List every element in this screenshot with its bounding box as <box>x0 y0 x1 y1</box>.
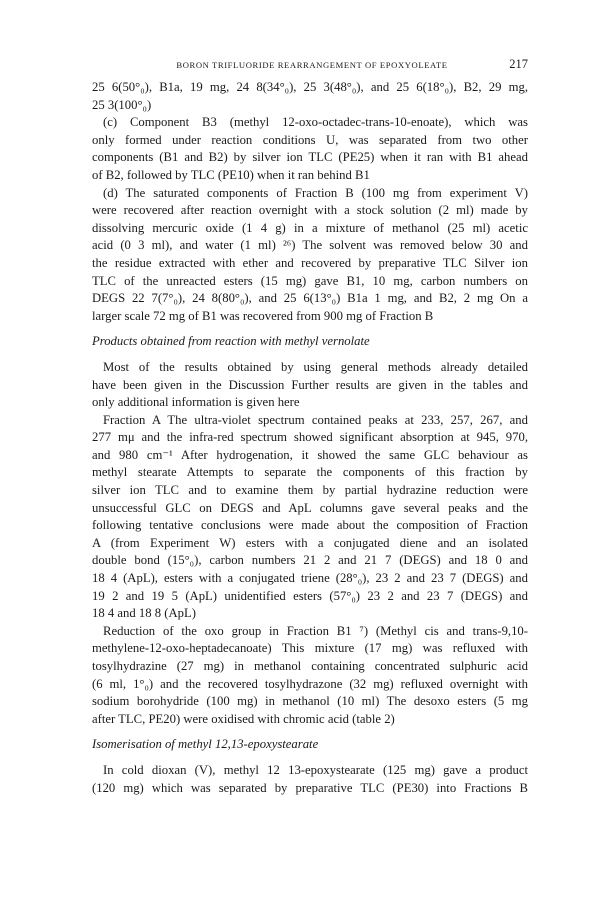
text-line: 25 3(100°₀) <box>92 97 152 112</box>
text-line: (120 mg) which was separated by preparative TLC (PE30) into Fractions B <box>92 780 528 795</box>
text-line: after TLC, PE20) were oxidised with chromic acid (table 2) <box>92 711 395 726</box>
text-line: Reduction of the oxo group in Fraction B1 ⁷) (Methyl cis and trans-9,10- <box>103 623 528 638</box>
text-line: were recovered after reaction overnight with a stock solution (2 ml) made by <box>92 203 528 218</box>
text-line: Most of the results obtained by using general methods already detailed <box>103 359 528 374</box>
text-line: of B2, followed by TLC (PE10) when it ran behind B1 <box>92 167 370 182</box>
section-heading: Products obtained from reaction with methyl vernolate <box>92 334 370 349</box>
text-line: and 980 cm⁻¹ After hydrogenation, it showed the same GLC behaviour as <box>92 447 528 462</box>
text-line: have been given in the Discussion Further results are given in the tables and <box>92 377 528 392</box>
text-line: larger scale 72 mg of B1 was recovered from 900 mg of Fraction B <box>92 308 434 323</box>
text-line: double bond (15°₀), carbon numbers 21 2 and 21 7 (DEGS) and 18 0 and <box>92 553 528 568</box>
text-line: Fraction A The ultra-violet spectrum contained peaks at 233, 257, 267, and <box>103 412 528 427</box>
text-line: 19 2 and 19 5 (ApL) unidentified esters (57°₀) 23 2 and 23 7 (DEGS) and <box>92 588 528 603</box>
text-line: 277 mμ and the infra-red spectrum showed significant absorption at 945, 970, <box>92 430 528 445</box>
text-line: only formed under reaction conditions U, was separated from two other <box>92 132 528 147</box>
text-line: acid (0 3 ml), and water (1 ml) ²⁶) The solvent was removed below 30 and <box>92 238 528 253</box>
text-line: (c) Component B3 (methyl 12-oxo-octadec-trans-10-enoate), which was <box>103 115 528 130</box>
text-line: (6 ml, 1°₀) and the recovered tosylhydrazone (32 mg) refluxed overnight with <box>92 676 528 691</box>
text-line: only additional information is given here <box>92 395 300 410</box>
text-line: DEGS 22 7(7°₀), 24 8(80°₀), and 25 6(13°₀) B1a 1 mg, and B2, 2 mg On a <box>92 291 528 306</box>
text-line: methylene-12-oxo-heptadecanoate) This mixture (17 mg) was refluxed with <box>92 641 528 656</box>
text-line: dissolving mercuric oxide (1 4 g) in a mixture of methanol (25 ml) acetic <box>92 220 528 235</box>
text-line: 25 6(50°₀), B1a, 19 mg, 24 8(34°₀), 25 3(48°₀), and 25 6(18°₀), B2, 29 mg, <box>92 80 528 94</box>
text-line: 18 4 (ApL), esters with a conjugated triene (28°₀), 23 2 and 23 7 (DEGS) and <box>92 571 528 586</box>
text-line: 18 4 and 18 8 (ApL) <box>92 606 196 621</box>
section-heading: Isomerisation of methyl 12,13-epoxystearate <box>92 737 319 752</box>
text-line: TLC of the unreacted esters (15 mg) gave B1, 10 mg, carbon numbers on <box>92 273 528 288</box>
running-title: BORON TRIFLUORIDE REARRANGEMENT OF EPOXYOLEATE <box>176 60 448 70</box>
text-line: (d) The saturated components of Fraction B (100 mg from experiment V) <box>103 185 528 200</box>
text-line: silver ion TLC and to examine them by partial hydrazine reduction were <box>92 483 528 498</box>
body-text <box>92 79 528 797</box>
text-line: tosylhydrazine (27 mg) in methanol containing concentrated sulphuric acid <box>92 659 528 673</box>
text-line: sodium borohydride (100 mg) in methanol (10 ml) The desoxo esters (5 mg <box>92 694 528 709</box>
text-line: A (from Experiment W) esters with a conjugated diene and an isolated <box>92 535 528 550</box>
text-line: unsuccessful GLC on DEGS and ApL columns gave several peaks and the <box>92 500 528 515</box>
text-line: In cold dioxan (V), methyl 12 13-epoxystearate (125 mg) gave a product <box>103 762 528 777</box>
text-line: the residue extracted with ether and recovered by preparative TLC Silver ion <box>92 255 528 270</box>
text-line: methyl stearate Attempts to separate the components of this fraction by <box>92 465 528 480</box>
text-line: following tentative conclusions were made about the composition of Fraction <box>92 518 528 533</box>
page-number: 217 <box>509 57 528 71</box>
text-line: components (B1 and B2) by silver ion TLC (PE25) when it ran with B1 ahead <box>92 150 528 165</box>
